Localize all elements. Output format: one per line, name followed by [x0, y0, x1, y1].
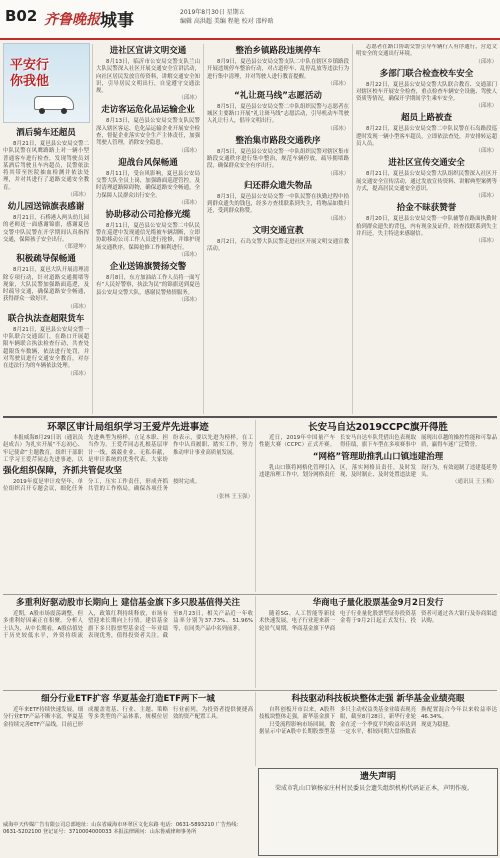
- brief-body: 8月2日，石岛交警大队民警走进社区开展文明交通宣教活动。: [207, 238, 349, 252]
- brief-title: 归还群众遗失物品: [243, 180, 312, 191]
- etf-body: 近年来ETF持续快速发展，细分行业ETF产品不断丰富。华夏基金持续完善ETF产品线，目前已形成覆盖宽基、行业、主题、策略等多类型的产品体系，规模位居行业前列，为投资者提供便捷高效的资产配置工具。: [3, 707, 253, 728]
- notice-body: 荣成市乳山口镇杨家庄村村民委员会遗失组织机构代码证正本，声明作废。: [275, 785, 474, 792]
- brief-body: 8月21日，石桥港入两头幼儿园的老师送一面感谢锦旗，感谢夏邑交警中队民警在开学期间认真指挥交通，保障孩子安全出行。: [3, 215, 89, 243]
- brief-byline: （邱冰）: [67, 303, 89, 310]
- news-brief: [96, 46, 200, 102]
- brief-byline: （邱冰）: [475, 103, 497, 110]
- brief-title: 企业送锦旗赞扬交警: [109, 262, 187, 273]
- tech-headline: 科技驱动科技板块整体走强 新华基金业绩亮眼: [291, 694, 465, 704]
- brief-title: 整治集市路段交通秩序: [235, 135, 321, 146]
- audit-headline: 环翠区审计局组织学习王爱芹先进事迹: [47, 422, 209, 433]
- brief-body: 8月21日，夏邑县公安局交警大队组织民警深入社区开展交通安全宣传活动，通过发放宣传资料、讲解典型案例等方式，提高居民交通安全意识。: [356, 171, 497, 192]
- brief-body: 8月5日，夏邑县公安局交警二中队组织民警与志愿者在城区主要路口开展“礼让斑马线”志愿活动，引导机动车驾驶人礼让行人，倡导文明出行。: [207, 103, 349, 125]
- editors-line: 编辑 高洪超 美编 程艳 校对 邵梓晗: [180, 18, 274, 25]
- brief-title: 超员上路被查: [400, 113, 452, 124]
- news-brief: [356, 113, 497, 155]
- column-divider: [352, 44, 353, 414]
- brief-title: 文明交通宣教: [252, 225, 304, 236]
- news-column-4: [356, 44, 497, 414]
- audit-body: 本报威海8月29日讯（通讯员 赵成吉）为扎实开展“不忘初心、牢记使命”主题教育，组织干部职工学习王爱芹同志先进事迹，以先进典型为榜样，立足本职、担当作为。王爱芹同志扎根基层审计一线，兢兢业业、无私奉献，是审计系统的优秀代表。大家纷纷表示，要以先进为榜样，在工作中认真履职、踏实工作，努力推动审计事业高质量发展。: [3, 435, 253, 463]
- section-divider: [3, 416, 497, 418]
- brief-title: 整治乡镇路段违规停车: [235, 46, 321, 56]
- brief-body: 8月13日，临沂市公安局交警支队兰山大队民警深入社区开展交通安全宣讲活动，向社区居民发放宣传资料，讲解交通安全知识，引导居民文明出行，自觉遵守交通法规。: [96, 59, 200, 95]
- brief-title: 走访客运危化品运输企业: [101, 105, 195, 116]
- brief-byline: （郑建坤）: [62, 244, 89, 251]
- news-brief: [207, 46, 349, 88]
- page-footer: 威海中天传媒广告有限公司总部地址：山东省威海市环翠区文化东路 电话：0631-5893210 广告热线：0631-5202100 登记证号：3710004000033 本报法律顾问：山东鲁威律师事务所: [3, 822, 242, 835]
- fund-issue-headline: 华商电子量化股票基金9月2日发行: [312, 598, 444, 608]
- column-divider: [203, 44, 204, 414]
- section-divider: [3, 690, 497, 691]
- news-brief: [3, 128, 89, 199]
- audit-subhead: 强化组织保障，齐抓共管促攻坚: [3, 466, 123, 477]
- news-brief: [207, 91, 349, 133]
- grid-byline: （通讯员 王玉梅）: [452, 479, 497, 486]
- brief-byline: （邱冰）: [178, 252, 200, 259]
- stock-headline: 多重利好驱动股市长期向上 建信基金旗下多只股基值得关注: [16, 598, 240, 608]
- brief-body: 8月21日，夏邑大队开展清理清除专项行动，针对道路交通拥堵等现象，大队民警加强路面巡逻，及时疏导交通，确保道路安全畅通，获得群众一致好评。: [3, 267, 89, 303]
- news-column-1: [3, 126, 89, 414]
- brief-body: 8月21日，夏邑县公安局交警二中队民警在风鹰路路上对一辆小型普通客车进行检查，发现驾驶员刘某酒后驾驶且车内超员，民警依法将其带至医院抽血检测并依法处理，并对其进行了道路交通安全教育。: [3, 141, 89, 191]
- tech-subbody: 只受流程影响市场回调，数据显示中证A股中长期股票型基金在近一个季度平均收益率达到一定水平，相较同期大盘指数表现更为稳健。: [259, 721, 454, 735]
- brief-body: 8月11日，夏邑县公安局交警二中队民警在巡逻中发现通信光缆被车辆刮断，立即协助移动公司工作人员进行抢修，并维护现场交通秩序，保障抢修工作顺利进行。: [96, 222, 200, 251]
- brief-title: 酒后骑车还超员: [16, 128, 76, 138]
- news-brief: [207, 226, 349, 254]
- news-brief: [3, 254, 89, 310]
- brief-title: “礼让斑马线”志愿活动: [234, 90, 322, 101]
- brief-title: 多部门联合检查校车安全: [379, 68, 474, 79]
- brief-byline: （邱冰）: [67, 192, 89, 199]
- brief-title: 联合执法查超限货车: [7, 313, 85, 324]
- brief-byline: （邱冰）: [327, 170, 349, 177]
- news-brief: [96, 262, 200, 304]
- audit-byline: （张林 王玉强）: [213, 493, 253, 500]
- brief-body: 8月9日，夏邑县公安局交警支队二中队在辖区乡镇路段开展违规停车整治行动，对占道停车、乱停乱放等违法行为进行集中清理，并对驾驶人进行教育提醒。: [207, 59, 349, 80]
- page-number: B02: [5, 7, 38, 25]
- paper-name: 齐鲁晚报: [44, 12, 100, 28]
- brief-body: 8月20日，夏邑县公安局交警一中队辅警在路面执勤时拾到群众遗失的背包，内有现金及证件，经查找联系到失主并归还，失主特送来感谢信。: [356, 216, 497, 237]
- brief-byline: （邱冰）: [327, 80, 349, 87]
- news-column-2: [96, 44, 200, 414]
- brief-body: 8月3日，夏邑县公安局交警一中队民警在执勤过程中拾到群众遗失的钱包，经多方查找联系到失主，将物品如数归还，受到群众称赞。: [207, 193, 349, 215]
- brief-byline: （邱冰）: [178, 199, 200, 206]
- banner-text: 平安行 你我他: [10, 58, 50, 89]
- brief-byline: （邱冰）: [475, 193, 497, 200]
- news-brief: [96, 210, 200, 259]
- grid-body: 乳山口镇将网格化管理引入违建治理工作中，划分网格责任区，落实网格员责任，及时发现、及时制止、及时处置违法建设行为，有效遏制了违建蔓延势头。: [259, 464, 497, 478]
- brief-body: 8月21日，夏邑县公安局交警一中队联合交通部门，在路口开展超限车辆联合执法检查行动，共查处超限货车数辆，依法进行处罚，并对驾驶员进行交通安全教育，对存在违法行为的车辆依法处理。: [3, 326, 89, 370]
- brief-body: 8月13日，夏邑县公安局交警支队民警深入辖区客运、危化品运输企业开展安全检查，督促企业落实安全生产主体责任，加强驾驶人管理，消除安全隐患。: [96, 118, 200, 147]
- news-brief: [356, 203, 497, 245]
- brief-title: 幼儿园送锦旗表感谢: [7, 202, 85, 213]
- mazda-article: [259, 420, 497, 592]
- news-brief: [207, 181, 349, 223]
- news-brief: [96, 158, 200, 207]
- brief-byline: （邱冰）: [178, 147, 200, 154]
- brief-body: 8月22日，夏邑县公安局交警大队联合教育、交通部门对辖区校车开展安全检查，重点检查车辆安全设施、驾驶人资质等情况，确保开学期间学生乘车安全。: [356, 81, 497, 103]
- etf-article: [3, 692, 253, 820]
- column-divider: [255, 420, 256, 592]
- fund-issue-body: 随着5G、人工智能等新技术快速发展，电子行业迎来新一轮景气周期。华商基金旗下华商电子行业量化股票型证券投资基金将于9月2日起正式发行，投资者可通过各大银行及券商渠道认购。: [259, 611, 497, 632]
- date-line: 2019年8月30日 星期五: [180, 9, 245, 16]
- page-header: [0, 0, 500, 40]
- header-meta: [180, 8, 274, 26]
- fund-issue-article: [259, 596, 497, 688]
- brief-title: 进社区宣传交通安全: [388, 158, 465, 169]
- column-divider: [92, 44, 93, 414]
- brief-byline: （邱冰）: [327, 125, 349, 132]
- news-brief: [356, 44, 497, 66]
- news-brief: [356, 158, 497, 200]
- stock-article: [3, 596, 253, 688]
- brief-body: 8月11日，受台风影响，夏邑县公安局交警大队全员上岗，加强路面巡逻管控，及时清理道路障碍物，确保道路安全畅通，全力保障人民群众出行安全。: [96, 170, 200, 199]
- brief-body: 志愿者在路口协助交警引导车辆行人有序通行，营造文明安全的交通出行环境。: [356, 44, 497, 58]
- audit-subbody: 2019年度是审计攻坚年，单位组织召开专题会议，细化任务分工，压实工作责任，形成齐抓共管的工作格局，确保各项任务按时完成。: [3, 479, 200, 493]
- brief-title: 进社区宣讲文明交通: [109, 46, 187, 56]
- tech-body: 自科创板开市以来，A股科技板块整体走强，新华基金旗下多只主动权益类基金业绩表现亮眼，截至8月28日，新华行业轮换配置混合今年以来收益率达46.34%。: [259, 707, 497, 721]
- safety-banner: [3, 43, 90, 123]
- brief-body: 8月5日，夏邑县公安局交警一中队组织民警对辖区集市路段交通秩序进行集中整治，规范车辆停放，疏导拥堵路段，确保群众安全有序出行。: [207, 148, 349, 170]
- brief-byline: （邱冰）: [178, 95, 200, 102]
- mazda-headline: 长安马自达2019CCPC旗开得胜: [308, 422, 448, 433]
- brief-byline: （邱冰）: [475, 148, 497, 155]
- brief-body: 8月22日，夏邑县公安局交警二中队民警在石岛路段巡逻时发现一辆小型客车超员，立即依法查处，并安排转运超员人员。: [356, 126, 497, 148]
- news-brief: [356, 69, 497, 111]
- tech-article: [259, 692, 497, 766]
- brief-title: 协助移动公司抢修光缆: [105, 209, 191, 220]
- column-divider: [255, 596, 256, 688]
- news-brief: [96, 105, 200, 154]
- car-illustration-icon: [34, 96, 74, 110]
- grid-headline: “网格”管理助推乳山口镇违建治理: [312, 451, 444, 462]
- section-title: 城事: [100, 11, 134, 31]
- brief-title: 迎战台风保畅通: [118, 157, 178, 168]
- news-column-3: [207, 44, 349, 414]
- brief-byline: （邱冰）: [67, 370, 89, 377]
- brief-body: 8月8日，东方加油站工作人员将一面写有“人民好警察，执法为民”的锦旗送到夏邑县公安局交警大队，感谢民警热情服务。: [96, 275, 200, 296]
- etf-headline: 细分行业ETF扩容 华夏基金打造ETF两下一城: [41, 694, 215, 704]
- section-divider: [3, 594, 497, 595]
- brief-byline: （邱冰）: [475, 238, 497, 245]
- news-brief: [3, 314, 89, 378]
- brief-title: 拾金不昧获赞誉: [396, 203, 457, 214]
- brief-byline: （邱冰）: [475, 58, 497, 65]
- brief-title: 积极疏导保畅通: [16, 254, 76, 265]
- audit-article: [3, 420, 253, 592]
- news-brief: [207, 136, 349, 178]
- brief-byline: （邱冰）: [178, 296, 200, 303]
- news-brief: [3, 202, 89, 251]
- lost-notice-box: [258, 768, 498, 856]
- column-divider: [255, 692, 256, 766]
- mazda-body: 近日，2019年中国量产车性能大赛（CCPC）正式开赛。长安马自达车队凭借出色表现取得佳绩，旗下车型在多项赛事中展现出卓越的操控性能和可靠品质，赢得车迷广泛赞誉。: [259, 435, 497, 449]
- stock-body: 近期，A股市场震荡调整，但多重利好因素正在积聚。分析人士认为，从中长期看，A股估值处于历史较低水平，外资持续流入，政策红利持续释放，市场有望迎来长期向上行情。建信基金旗下多只股票型基金近一年业绩表现优秀，值得投资者关注。截至8月23日，相关产品近一年收益率分别为37.73%、51.96%等，在同类产品中名列前茅。: [3, 611, 253, 639]
- brief-byline: （邱冰）: [327, 215, 349, 222]
- notice-title: 遗失声明: [359, 772, 396, 782]
